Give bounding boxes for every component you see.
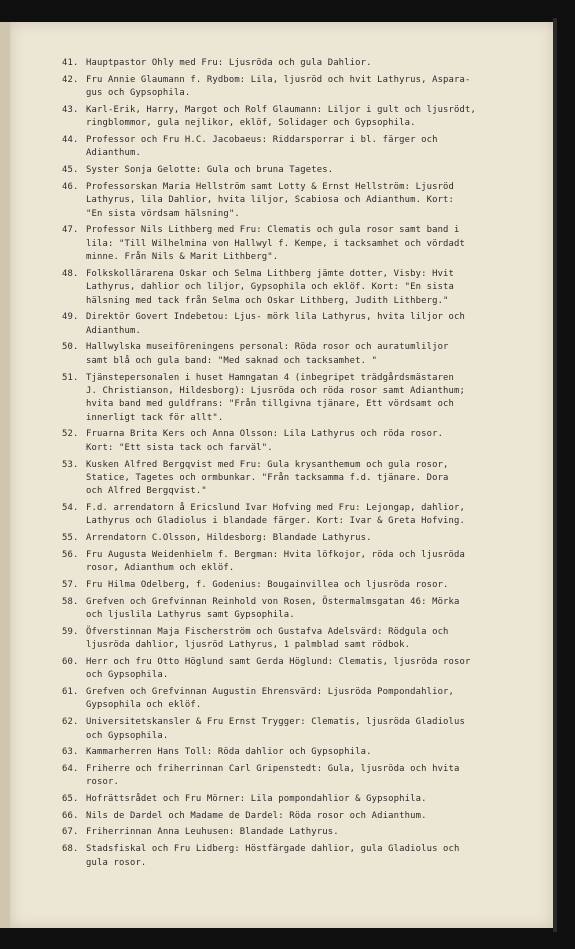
list-item [62, 104, 552, 131]
entry-text: F.d. arrendatorn å Ericslund Ivar Hofving med Fru: Lejongap, dahlior, Lathyrus och Gladiolus i blandade färger. Kort: Ivar & Greta Hofving. [86, 503, 466, 527]
entry-text: Fru Hilma Odelberg, f. Godenius: Bougainvillea och ljusröda rosor. [86, 579, 449, 590]
entry-text: Professorskan Maria Hellström samt Lotty & Ernst Hellström: Ljusröd Lathyrus, lila Dahlior, hvita liljor, Scabiosa och Adianthum. Kort: "En sista vördsam hälsning". [86, 181, 455, 219]
entry-text: Tjänstepersonalen i huset Hamngatan 4 (inbegripet trädgårdsmästaren J. Christianson, Hildesborg): Ljusröda och röda rosor samt Adianthum; hvita band med guldfrans: "Från tillgivna tjänare, Ett vördsamt och innerligt tack för allt". [86, 372, 466, 423]
entry-number: 50. [62, 342, 79, 353]
entry-number: 51. [62, 372, 79, 383]
entry-text: Herr och fru Otto Höglund samt Gerda Höglund: Clematis, ljusröda rosor och Gypsophila. [86, 656, 471, 681]
entry-text: Fruarna Brita Kers och Anna Olsson: Lila Lathyrus och röda rosor. Kort: "Ett sista tack och farväl". [86, 429, 444, 453]
entry-number: 58. [62, 596, 79, 607]
page-edge [553, 18, 557, 932]
entry-number: 66. [62, 810, 79, 821]
list-item [62, 716, 552, 743]
list-item [62, 626, 552, 653]
entry-text: Öfverstinnan Maja Fischerström och Gustafva Adelsvärd: Rödgula och ljusröda dahlior, ljusröd Lathyrus, 1 palmblad samt rödbok. [86, 626, 449, 651]
entry-number: 41. [62, 58, 79, 68]
entry-number: 60. [62, 656, 79, 667]
entry-number: 64. [62, 763, 79, 774]
list-item [62, 549, 552, 576]
list-item [62, 532, 552, 545]
list-item [62, 311, 552, 338]
entry-text: Grefven och Grefvinnan Reinhold von Rosen, Östermalmsgatan 46: Mörka och ljuslila Lathyrus samt Gypsophila. [86, 596, 460, 621]
entry-text: Fru Annie Glaumann f. Rydbom: Lila, ljusröd och hvit Lathyrus, Aspara- gus och Gypsophila. [86, 74, 471, 99]
list-item [62, 74, 552, 101]
list-item [62, 502, 552, 529]
list-item [62, 763, 552, 790]
list-item [62, 372, 552, 426]
list-item [62, 459, 552, 499]
list-item [62, 268, 552, 308]
list-item [62, 686, 552, 713]
entry-text: Universitetskansler & Fru Ernst Trygger: Clematis, ljusröda Gladiolus och Gypsophila. [86, 717, 466, 741]
entry-number: 47. [62, 225, 79, 236]
entry-text: Fru Augusta Weidenhielm f. Bergman: Hvita löfkojor, röda och ljusröda rosor, Adianthum och eklöf. [86, 549, 466, 574]
entry-number: 61. [62, 687, 79, 697]
list-item [62, 134, 552, 161]
list-item [62, 793, 552, 806]
entry-number: 54. [62, 503, 79, 514]
entry-text: Hauptpastor Ohly med Fru: Ljusröda och gula Dahlior. [86, 58, 372, 68]
entry-text: Nils de Dardel och Madame de Dardel: Röda rosor och Adianthum. [86, 810, 427, 821]
entry-text: Friherrinnan Anna Leuhusen: Blandade Lathyrus. [86, 827, 339, 838]
entry-number: 67. [62, 827, 79, 838]
list-item [62, 579, 552, 592]
entry-number: 44. [62, 134, 79, 145]
entry-number: 48. [62, 268, 79, 279]
entry-text: Arrendatorn C.Olsson, Hildesborg: Blandade Lathyrus. [86, 533, 372, 544]
list-item [62, 843, 552, 870]
list-item [62, 164, 552, 177]
entry-text: Karl-Erik, Harry, Margot och Rolf Glaumann: Liljor i gult och ljusrödt, ringblommor, gula nejlikor, eklöf, Solidager och Gypsophila. [86, 104, 477, 129]
list-item [62, 57, 552, 70]
entry-text: Syster Sonja Gelotte: Gula och bruna Tagetes. [86, 165, 334, 176]
entry-number: 68. [62, 844, 79, 855]
entry-number: 49. [62, 312, 79, 323]
list-item [62, 181, 552, 221]
entry-number: 57. [62, 579, 79, 590]
entry-number: 56. [62, 549, 79, 560]
entry-number: 52. [62, 429, 79, 440]
entry-number: 62. [62, 717, 79, 728]
entry-number: 43. [62, 104, 79, 115]
entry-list [62, 57, 552, 873]
entry-text: Direktör Govert Indebetou: Ljus- mörk lila Lathyrus, hvita liljor och Adianthum. [86, 312, 466, 336]
entry-text: Friherre och friherrinnan Carl Gripenstedt: Gula, ljusröda och hvita rosor. [86, 763, 460, 788]
entry-number: 46. [62, 181, 79, 192]
entry-number: 63. [62, 747, 79, 758]
entry-text: Grefven och Grefvinnan Augustin Ehrensvärd: Ljusröda Pompondahlior, Gypsophila och eklöf. [86, 687, 455, 711]
list-item [62, 656, 552, 683]
entry-text: Kusken Alfred Bergqvist med Fru: Gula krysanthemum och gula rosor, Statice, Tagetes och ormbunkar. "Från tacksamma f.d. tjänare. Dora och Alfred Bergqvist." [86, 459, 449, 497]
entry-text: Professor och Fru H.C. Jacobaeus: Riddarsporrar i bl. färger och Adianthum. [86, 134, 438, 159]
entry-text: Hallwylska museiföreningens personal: Röda rosor och auratumliljor samt blå och gula band: "Med saknad och tacksamhet. " [86, 342, 449, 366]
entry-text: Kammarherren Hans Toll: Röda dahlior och Gypsophila. [86, 747, 372, 758]
list-item [62, 224, 552, 264]
list-item [62, 810, 552, 823]
entry-text: Stadsfiskal och Fru Lidberg: Höstfärgade dahlior, gula Gladiolus och gula rosor. [86, 844, 460, 868]
entry-number: 45. [62, 165, 79, 176]
entry-text: Professor Nils Lithberg med Fru: Clematis och gula rosor samt band i lila: "Till Wilhelmina von Hallwyl f. Kempe, i tacksamhet och vördadt minne. Från Nils & Marit Lithberg". [86, 225, 466, 263]
entry-number: 55. [62, 533, 79, 544]
entry-number: 65. [62, 794, 79, 805]
list-item [62, 428, 552, 455]
entry-number: 59. [62, 626, 79, 637]
entry-text: Hofrättsrådet och Fru Mörner: Lila pompondahlior & Gypsophila. [86, 794, 427, 805]
entry-text: Folkskollärarena Oskar och Selma Lithberg jämte dotter, Visby: Hvit Lathyrus, dahlior och liljor, Gypsophila och eklöf. Kort: "En sista hälsning med tack från Selma och Oskar Lithberg, Judith Lithberg." [86, 268, 455, 306]
list-item [62, 341, 552, 368]
list-item [62, 746, 552, 759]
entry-number: 53. [62, 459, 79, 470]
entry-number: 42. [62, 74, 79, 85]
list-item [62, 826, 552, 839]
list-item [62, 596, 552, 623]
